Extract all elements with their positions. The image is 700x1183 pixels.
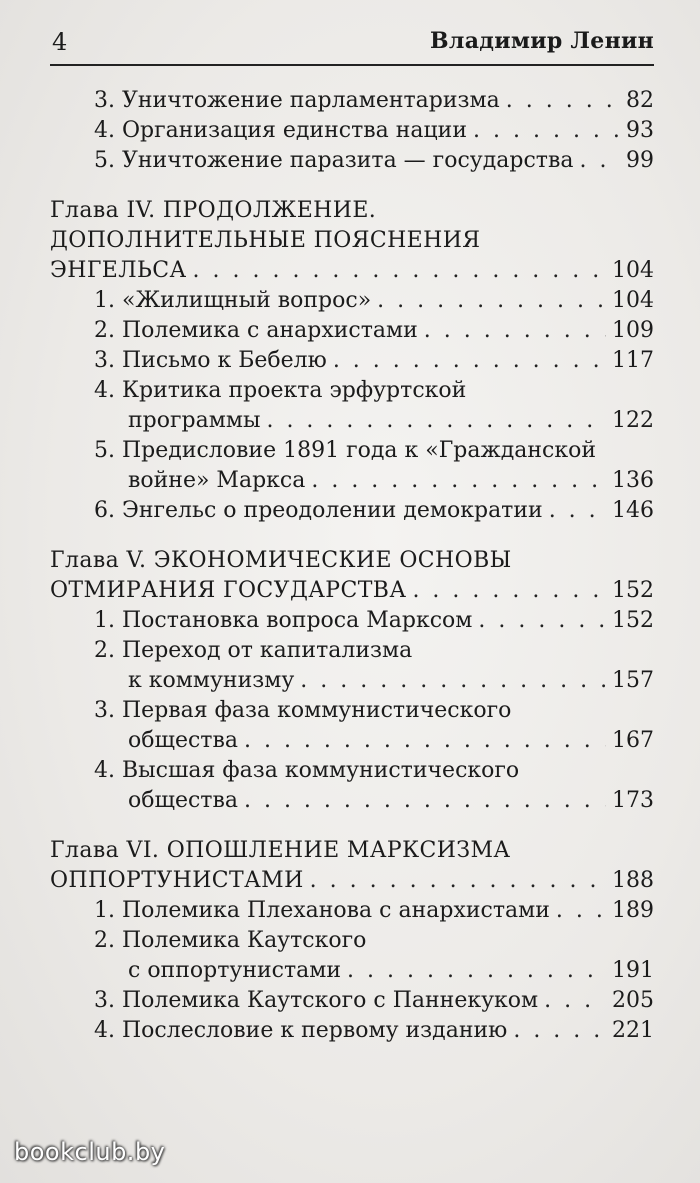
toc-entry: [50, 896, 654, 926]
dot-leader: [310, 866, 606, 896]
chapter-heading: [50, 256, 654, 286]
toc-entry-page: 146: [612, 498, 654, 523]
dot-leader: [544, 986, 606, 1016]
toc-entry-page: 167: [612, 728, 654, 753]
toc-entry-page: 136: [612, 468, 654, 493]
toc-entry-continuation: [50, 956, 654, 986]
watermark: bookclub.by: [14, 1138, 166, 1166]
toc-entry: [50, 116, 654, 146]
toc-entry-title: 5. Предисловие 1891 года к «Гражданской: [94, 438, 597, 463]
dot-leader: [244, 786, 606, 816]
toc-entry-page: 191: [612, 958, 654, 983]
toc-entry: [50, 1016, 654, 1046]
toc-entry: [50, 146, 654, 176]
toc-entry-title: 1. «Жилищный вопрос»: [94, 288, 372, 313]
toc-entry-title: к коммунизму: [128, 668, 295, 693]
toc-entry: [50, 86, 654, 116]
toc-entry-title: с оппортунистами: [128, 958, 342, 983]
toc-entry-page: 117: [612, 348, 654, 373]
dot-leader: [556, 896, 606, 926]
chapter-page: 152: [612, 578, 654, 603]
toc-entry-page: 122: [612, 408, 654, 433]
toc-entry-title: 3. Уничтожение парламентаризма: [94, 88, 500, 113]
toc-entry-title: 2. Переход от капитализма: [94, 638, 413, 663]
toc-entry-continuation: [50, 666, 654, 696]
toc-entry-title: 1. Постановка вопроса Марксом: [94, 608, 473, 633]
toc-entry: [50, 316, 654, 346]
toc-entry: [50, 926, 654, 956]
toc-entry-page: 221: [612, 1018, 654, 1043]
running-title: Владимир Ленин: [430, 28, 654, 54]
dot-leader: [579, 146, 620, 176]
chapter-title-line: Глава V. ЭКОНОМИЧЕСКИЕ ОСНОВЫ: [50, 548, 512, 573]
dot-leader: [473, 116, 620, 146]
dot-leader: [478, 606, 606, 636]
toc-entry-title: 4. Послесловие к первому изданию: [94, 1018, 508, 1043]
chapter-title-line: ДОПОЛНИТЕЛЬНЫЕ ПОЯСНЕНИЯ: [50, 228, 481, 253]
toc-entry-title: 2. Полемика с анархистами: [94, 318, 418, 343]
dot-leader: [513, 1016, 606, 1046]
toc-entry: [50, 376, 654, 406]
toc-entry-title: 2. Полемика Каутского: [94, 928, 367, 953]
dot-leader: [333, 346, 606, 376]
chapter-title-line: Глава IV. ПРОДОЛЖЕНИЕ.: [50, 198, 377, 223]
toc-entry-title: 4. Высшая фаза коммунистического: [94, 758, 520, 783]
toc-entry-continuation: [50, 786, 654, 816]
dot-leader: [244, 726, 606, 756]
toc-entry-title: 4. Организация единства нации: [94, 118, 468, 143]
toc-entry-page: 173: [612, 788, 654, 813]
toc-entry-title: войне» Маркса: [128, 468, 306, 493]
chapter-heading: [50, 546, 654, 576]
toc-entry: [50, 286, 654, 316]
toc-entry: [50, 636, 654, 666]
toc-entry-title: 1. Полемика Плеханова с анархистами: [94, 898, 550, 923]
toc-entry-page: 152: [612, 608, 654, 633]
dot-leader: [506, 86, 620, 116]
toc-entry: [50, 606, 654, 636]
table-of-contents: [50, 86, 654, 1046]
chapter-title-line: Глава VI. ОПОШЛЕНИЕ МАРКСИЗМА: [50, 838, 511, 863]
toc-entry-title: 6. Энгельс о преодолении демократии: [94, 498, 543, 523]
toc-entry: [50, 756, 654, 786]
dot-leader: [311, 466, 606, 496]
dot-leader: [377, 286, 606, 316]
chapter-page: 104: [612, 258, 654, 283]
toc-entry-page: 82: [626, 88, 654, 113]
toc-entry-page: 205: [612, 988, 654, 1013]
chapter-heading: [50, 866, 654, 896]
toc-entry-title: общества: [128, 788, 238, 813]
page-number: 4: [52, 28, 68, 56]
toc-entry-page: 104: [612, 288, 654, 313]
chapter-title-line: ОППОРТУНИСТАМИ: [50, 868, 304, 893]
toc-entry-title: общества: [128, 728, 238, 753]
toc-entry-continuation: [50, 726, 654, 756]
toc-entry-page: 93: [626, 118, 654, 143]
toc-entry-page: 109: [612, 318, 654, 343]
toc-entry-title: программы: [128, 408, 261, 433]
toc-entry-title: 5. Уничтожение паразита — государства: [94, 148, 574, 173]
toc-entry: [50, 696, 654, 726]
chapter-page: 188: [612, 868, 654, 893]
toc-entry: [50, 496, 654, 526]
dot-leader: [300, 666, 606, 696]
toc-entry-continuation: [50, 406, 654, 436]
chapter-heading: [50, 226, 654, 256]
toc-entry-title: 3. Полемика Каутского с Паннекуком: [94, 988, 539, 1013]
chapter-title-line: ЭНГЕЛЬСА: [50, 258, 187, 283]
toc-entry: [50, 986, 654, 1016]
dot-leader: [424, 316, 606, 346]
dot-leader: [549, 496, 606, 526]
toc-entry-page: 157: [612, 668, 654, 693]
toc-entry: [50, 436, 654, 466]
dot-leader: [347, 956, 606, 986]
toc-entry-title: 4. Критика проекта эрфуртской: [94, 378, 467, 403]
chapter-heading: [50, 836, 654, 866]
toc-entry: [50, 346, 654, 376]
chapter-heading: [50, 576, 654, 606]
toc-entry-page: 189: [612, 898, 654, 923]
dot-leader: [412, 576, 606, 606]
toc-entry-page: 99: [626, 148, 654, 173]
toc-entry-title: 3. Первая фаза коммунистического: [94, 698, 512, 723]
toc-entry-continuation: [50, 466, 654, 496]
dot-leader: [266, 406, 606, 436]
page-header: [50, 14, 654, 66]
dot-leader: [193, 256, 606, 286]
chapter-title-line: ОТМИРАНИЯ ГОСУДАРСТВА: [50, 578, 407, 603]
toc-entry-title: 3. Письмо к Бебелю: [94, 348, 327, 373]
chapter-heading: [50, 196, 654, 226]
